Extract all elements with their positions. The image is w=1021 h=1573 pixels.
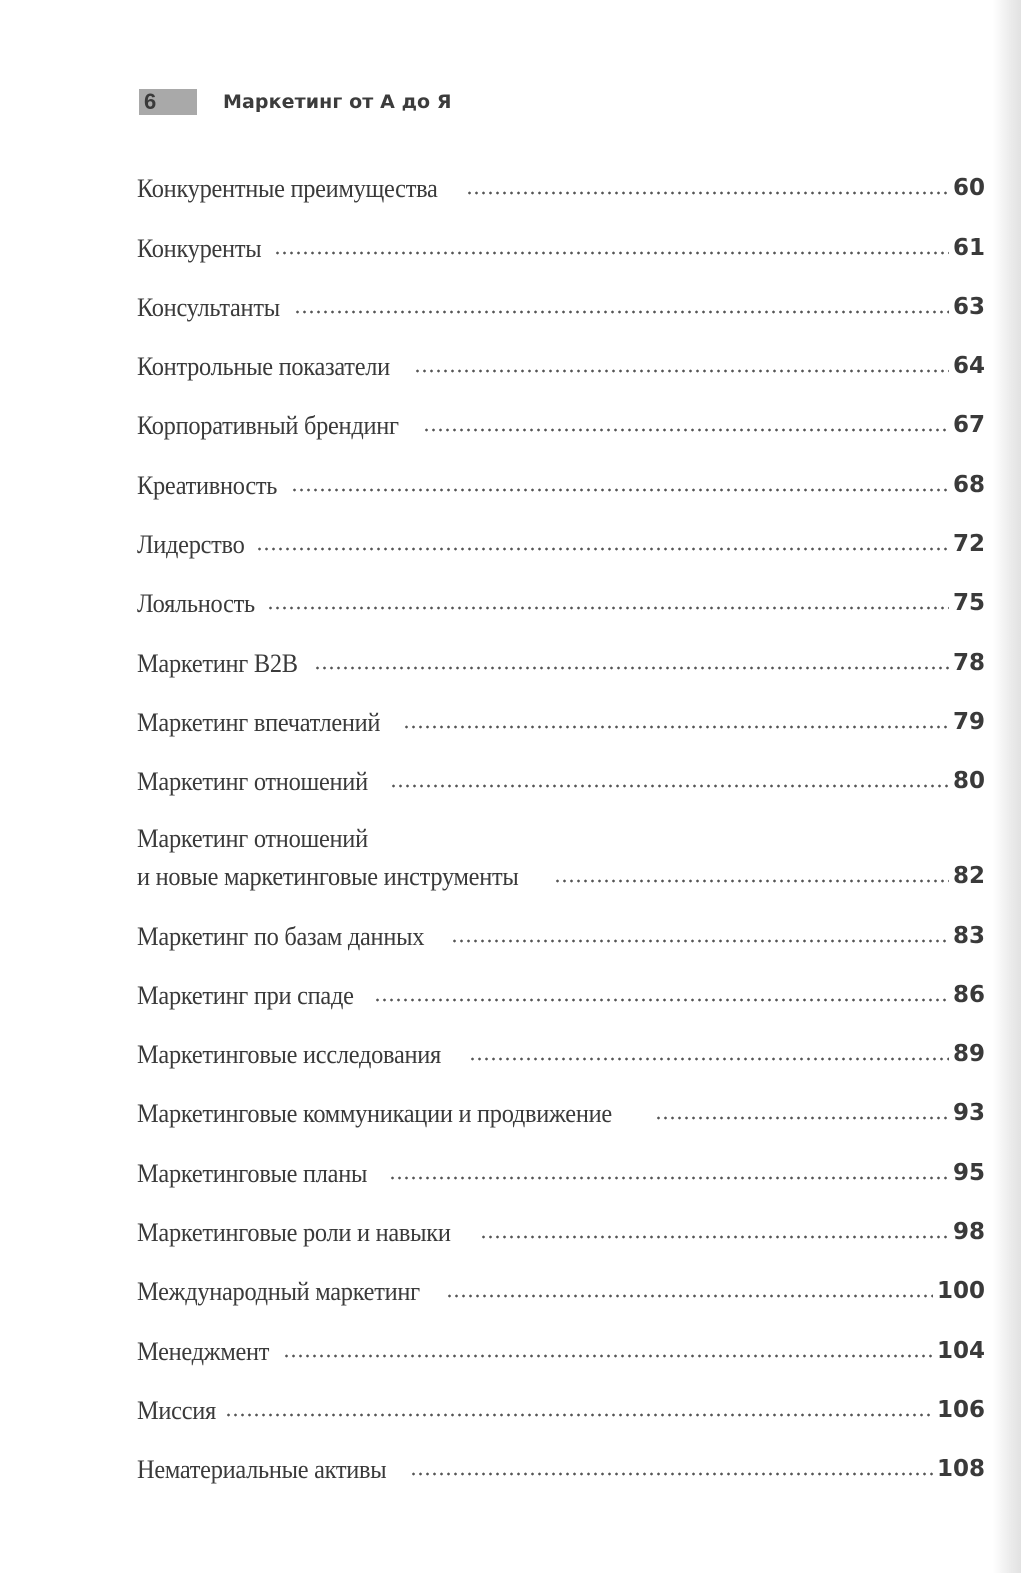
toc-entry-page: 72 xyxy=(952,531,985,558)
toc-entry xyxy=(137,142,985,204)
toc-entry-page: 86 xyxy=(952,981,985,1008)
dot-leader xyxy=(446,1293,933,1299)
dot-leader xyxy=(283,1353,933,1359)
dot-leader xyxy=(225,1412,933,1418)
toc-entry xyxy=(137,1067,985,1129)
toc-entry xyxy=(137,320,985,382)
toc-entry-title: Маркетинг по базам данных xyxy=(137,920,425,951)
dot-leader xyxy=(480,1234,949,1240)
dot-leader xyxy=(390,783,949,789)
toc-entry xyxy=(137,1008,985,1070)
toc-entry-page: 61 xyxy=(952,234,985,261)
toc-entry xyxy=(137,498,985,560)
toc-entry-title: Маркетинговые коммуникации и продвижение xyxy=(137,1098,612,1129)
toc-entry-page: 64 xyxy=(952,353,985,380)
toc-entry-page: 83 xyxy=(952,922,985,949)
toc-entry xyxy=(137,676,985,735)
toc-entry-title-line2: и новые маркетинговые инструменты xyxy=(137,861,519,892)
toc-entry-page: 106 xyxy=(936,1396,985,1423)
toc-entry-title: Лояльность xyxy=(137,588,255,619)
toc-entry xyxy=(137,949,985,1008)
toc-entry-title: Маркетинговые планы xyxy=(137,1157,368,1188)
toc-entry-title: Маркетинг B2B xyxy=(137,647,298,678)
page-number-badge xyxy=(139,89,197,115)
toc-entry-title: Конкуренты xyxy=(137,232,262,263)
dot-leader xyxy=(374,997,949,1003)
dot-leader xyxy=(314,665,949,671)
toc-entry-title: Менеджмент xyxy=(137,1335,270,1366)
dot-leader xyxy=(655,1115,949,1121)
toc-entry-page: 95 xyxy=(952,1159,985,1186)
toc-entry-title: Маркетинг впечатлений xyxy=(137,706,381,737)
toc-entry xyxy=(137,1304,985,1366)
toc-entry xyxy=(137,1364,985,1423)
dot-leader xyxy=(469,1056,949,1062)
toc-entry-page: 93 xyxy=(952,1100,985,1127)
dot-leader xyxy=(410,1471,933,1477)
toc-entry xyxy=(137,557,985,619)
dot-leader xyxy=(451,938,949,944)
toc-entry-title: Маркетинг отношений xyxy=(137,766,368,797)
toc-entry-page: 63 xyxy=(952,293,985,320)
dot-leader xyxy=(414,368,949,374)
dot-leader xyxy=(294,309,949,315)
toc-entry-page: 80 xyxy=(952,768,985,795)
toc-entry-page: 68 xyxy=(952,471,985,498)
toc-entry-title: Консультанты xyxy=(137,291,280,322)
toc-entry-title: Маркетинговые исследования xyxy=(137,1039,441,1070)
toc-entry-page: 78 xyxy=(952,649,985,676)
dot-leader xyxy=(267,605,949,611)
toc-entry xyxy=(137,379,985,441)
toc-entry-title: Маркетинг при спаде xyxy=(137,979,354,1010)
toc-entry-title: Миссия xyxy=(137,1394,216,1425)
toc-entry-page: 98 xyxy=(952,1219,985,1246)
toc-entry xyxy=(137,735,985,797)
toc-entry xyxy=(137,261,985,320)
toc-entry xyxy=(137,1126,985,1188)
toc-entry-title: Конкурентные преимущества xyxy=(137,173,438,204)
dot-leader xyxy=(389,1175,949,1181)
dot-leader xyxy=(291,487,949,493)
toc-entry xyxy=(137,438,985,500)
toc-entry-title: Международный маркетинг xyxy=(137,1276,420,1307)
toc-entry-title: Маркетинговые роли и навыки xyxy=(137,1217,451,1248)
dot-leader xyxy=(274,250,949,256)
toc-entry-title: Корпоративный брендинг xyxy=(137,410,399,441)
dot-leader xyxy=(423,427,949,433)
running-title: Маркетинг от А до Я xyxy=(223,91,452,113)
toc-entry-title: Нематериальные активы xyxy=(137,1454,387,1485)
toc-entry xyxy=(137,794,985,892)
toc-entry xyxy=(137,889,985,951)
toc-entry-page: 89 xyxy=(952,1041,985,1068)
toc-entry-line-1 xyxy=(137,823,985,854)
toc-entry xyxy=(137,1423,985,1485)
toc-entry-page: 82 xyxy=(952,863,985,890)
toc-entry-title: Креативность xyxy=(137,469,278,500)
toc-entry-page: 75 xyxy=(952,590,985,617)
toc-entry-page: 104 xyxy=(936,1337,985,1364)
toc-entry-title: Контрольные показатели xyxy=(137,351,390,382)
toc-entry-page: 67 xyxy=(952,412,985,439)
toc-entry-page: 60 xyxy=(952,175,985,202)
dot-leader xyxy=(256,546,949,552)
toc-entry-title: Лидерство xyxy=(137,529,245,560)
page-header xyxy=(139,88,452,116)
page-number: 6 xyxy=(144,89,157,114)
toc-entry xyxy=(137,616,985,678)
page-edge-shadow xyxy=(993,0,1021,1573)
dot-leader xyxy=(554,878,949,884)
toc-entry-line-2 xyxy=(137,861,985,892)
toc-entry xyxy=(137,1186,985,1248)
table-of-contents xyxy=(137,142,985,1485)
toc-entry xyxy=(137,201,985,263)
toc-entry-page: 100 xyxy=(936,1278,985,1305)
toc-entry xyxy=(137,1245,985,1307)
toc-entry-page: 108 xyxy=(936,1456,985,1483)
dot-leader xyxy=(403,724,949,730)
toc-entry-title-line1: Маркетинг отношений xyxy=(137,823,368,854)
toc-entry-page: 79 xyxy=(952,708,985,735)
dot-leader xyxy=(466,190,949,196)
